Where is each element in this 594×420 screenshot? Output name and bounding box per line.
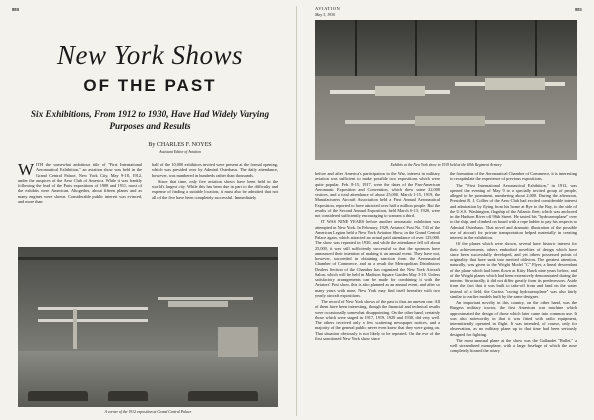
page-number-left: 880	[12, 7, 19, 12]
paragraph: Since that time, only five aviation shows have been held in the world's largest city. While this has been due in part to the difficulty and expense of finding a suitable location, it must also be admitted that not all of the five have been completely successful. Immediately	[152, 178, 278, 200]
paragraph: The "First International Aeronautical Exhibition," in 1912, was opened the evening of May 9 to a specially invited group of people, alleged to be prominent, numbering about 2,000. During the afternoon, President R. J. Collier of the Aero Club had excited considerable interest and admiration by flying from his home at Rye to the Bay, to the side of the U.S.S. Washington, flagship of the Atlantic fleet, which was anchored in the Hudson River off 96th Street. He taxied his "hydroaeroplane" over to the ship, and climbed on board with a rope ladder to pay his respects to Admiral Osterhaus. That novel and dramatic illustration of the possible use of aircraft for private transportation helped materially in creating interest in the exhibition.	[450, 182, 577, 240]
paragraph: The most unusual plane at the show was the Gallaudet "Bullet," a well streamlined monoplane, with a large fuselage of which the nose completely housed the rotary	[450, 337, 577, 354]
photo-caption-right: Exhibits at the New York show in 1919 held at the 69th Regiment Armory	[390, 163, 502, 167]
running-head-date: May 3, 1930	[315, 11, 336, 17]
paragraph: IT WAS NINE YEARS before another aeronautic exhibition was attempted in New York. In February, 1929, Aviators' Post No. 743 of the American Legion held a New York Aviation Show, in the Grand Central Palace again, which attracted an actual paid attendance of over 125,000. The show was repeated in 1930, and while the attendance fell off about 25,000, it was still sufficiently successful so that the sponsors have announced their intention of making it an annual event. They have not, however, succeeded in obtaining sanction from the Aeronautical Chamber of Commerce, and as a result the Metropolitan Distributors Dealers Section of the Chamber has organized the New York Aircraft Salon, which will be held in Madison Square Garden May 3-10. Unless satisfactory arrangements can be made for combining it with the Aviators' Post show, this is also planned as an annual event, and after so many years with none, New York may find itself hereafter with two yearly aircraft expositions.	[315, 219, 440, 298]
photo-1912-exposition	[18, 247, 278, 407]
paragraph: The record of New York shows of the past is thus an uneven one. All of them have been interesting, though the financial and technical results were occasionally somewhat disappointing. On the other hand, certainly those which were staged in 1917, 1919, 1929 and 1930, did very well. The others received only a few scattering newspaper notices, and a majority of the general public never even knew that they were going on. That situation obviously is not likely to be repeated. On the eve of the first sanctioned New York show since	[315, 299, 440, 341]
article-deck: Six Exhibitions, From 1912 to 1930, Have Had Widely Varying Purposes and Results	[30, 109, 270, 131]
byline-role: Assistant Editor of Aviation	[159, 150, 201, 154]
photo-1919-armory-show	[315, 20, 577, 160]
left-column-2	[152, 162, 278, 240]
byline: By CHARLES F. NOYES	[148, 142, 212, 148]
right-column-1	[315, 171, 440, 413]
paragraph: An important novelty in this country, on the other hand, was the Burgess military tractor, the first American war machine which approximated the design of those which later came into common use. It was also noteworthy in that it was fitted with radio equipment, intermittently operated in flight. It was intended, of course, only for observation, as no military plane up to that time had been seriously designed for fighting.	[450, 300, 577, 337]
paragraph: WITH the somewhat ambitious title of "First International Aeronautical Exhibition," an aviation show was held in the Grand Central Palace, New York City, May 9-18, 1912, under the auspices of the Aero Club of America. While it was frankly following the lead of the Paris expositions of 1908 and 1911, most of the exhibits were American. Altogether, about fifteen planes and as many engines were shown. Considerable public interest was evinced, and more than	[18, 162, 142, 204]
article-subtitle: OF THE PAST	[83, 76, 217, 95]
running-head	[315, 6, 340, 17]
article-title: New York Shows	[56, 40, 244, 70]
photo-caption-left: A corner of the 1912 exposition at Grand Central Palace	[104, 410, 192, 414]
paragraph: Of the planes which were shown, several have historic interest for their achievements, others embodied novelties of design which have since been successfully developed, and yet others possessed points of originality that have sunk into merited oblivion. The greatest attention, naturally, was given to the Wright Model "C" Flyer, a lineal descendant of the plane which had been flown at Kitty Hawk nine years before, and of the Wright planes which had been extensively demonstrated during the interim. Structurally, it did not differ greatly from its predecessors. Aside from the fact that it was built to take-off from and land on the water instead of a field, the Curtiss "racing hydroaeroplane" was also fairly similar to earlier models built by the same designer.	[450, 241, 577, 299]
left-column-1	[18, 162, 142, 240]
right-page	[297, 0, 594, 420]
page-number-right: 881	[575, 7, 582, 12]
paragraph: the formation of the Aeronautical Chamber of Commerce, it is interesting to recapitulate the experience of previous expositions.	[450, 171, 577, 182]
paragraph: half of the 10,000 exhibitors invited were present at the formal opening, which was presided over by Admiral Osterhaus. The daily attendance, however, was numbered in hundreds rather than thousands.	[152, 162, 278, 178]
paragraph: before and after America's participation in the War, interest in military aviation was sufficient to make possible two expositions which were quite popular. Feb. 8-15, 1917, were the dates of the Pan-American Aeronautic Exposition and Convention, which drew some 22,000 visitors, and a total attendance of about 25,000. March 1-15, 1919, the Manufacturers Aircraft Association held a First Annual Aeronautical Exposition, reported to have attracted over half a million people. But the results of the Second Annual Exposition, held March 6-13, 1920, were not considered sufficiently encouraging to warrant a third.	[315, 171, 440, 218]
running-head-title: AVIATION	[315, 6, 341, 11]
right-column-2	[450, 171, 577, 413]
